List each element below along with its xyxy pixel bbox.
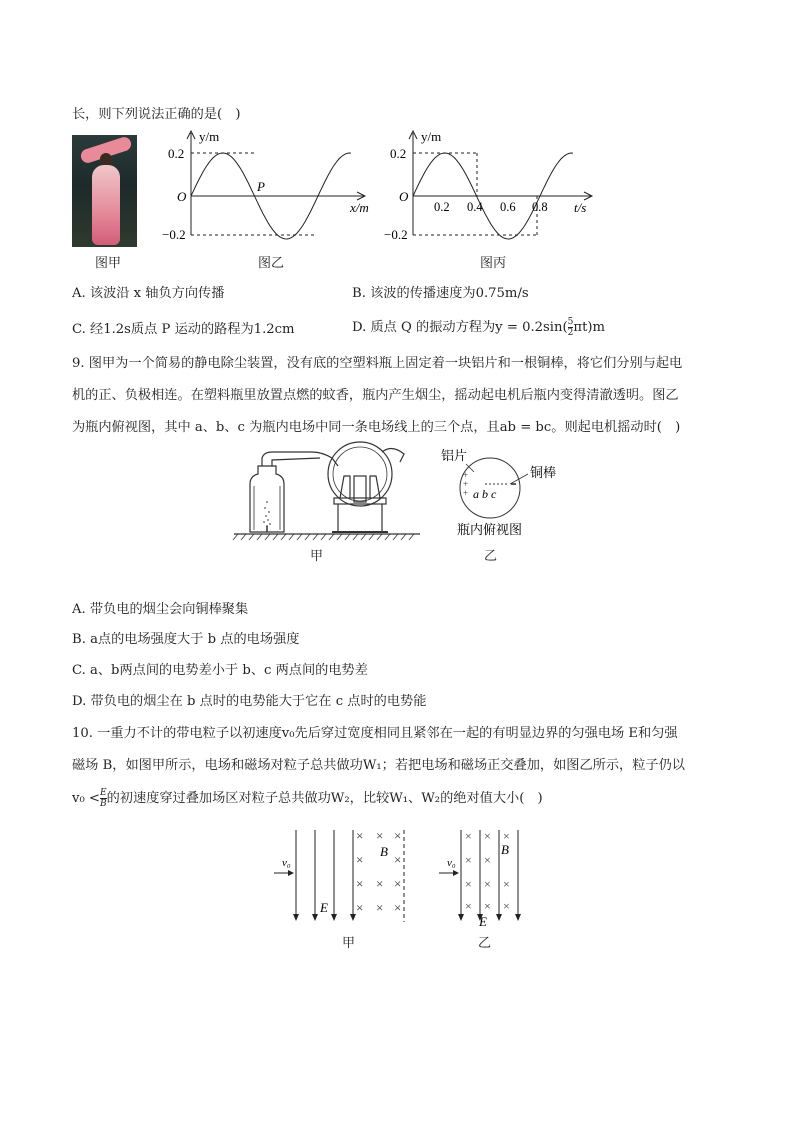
q9-stem-line-1: 9. 图甲为一个简易的静电除尘装置，没有底的空塑料瓶上固定着一块铝片和一根铜棒，将它们分别与起电 <box>72 356 683 371</box>
b-label: B <box>501 842 509 857</box>
plastic-bottle <box>250 466 284 532</box>
q8-option-c: C. 经1.2s质点 P 运动的路程为1.2cm <box>72 322 295 337</box>
plus-charges <box>463 470 468 498</box>
generator-brush-right <box>370 476 380 498</box>
wave-graph-yi <box>160 125 370 250</box>
q10-stem-line-2: 磁场 B，如图甲所示，电场和磁场对粒子总共做功W₁；若把电场和磁场正交叠加，如图乙所示，粒子仍以 <box>72 758 685 773</box>
svg-text:×: × <box>503 899 510 913</box>
generator-disk <box>328 442 392 506</box>
q10-figure-yi-crossed-fields <box>435 826 525 926</box>
q9-option-a: A. 带负电的烟尘会向铜棒聚集 <box>72 602 249 617</box>
table-hatching <box>233 534 414 540</box>
vibration-graph-bing <box>382 125 597 250</box>
q8-option-b: B. 该波的传播速度为0.75m/s <box>352 286 529 301</box>
svg-text:+: + <box>463 479 469 489</box>
q10-v0-lt: v₀ < <box>72 791 100 806</box>
q8-option-d <box>352 316 605 338</box>
svg-text:×: × <box>376 876 384 891</box>
wire-2 <box>272 458 320 466</box>
fraction-e-over-b <box>100 788 107 809</box>
point-p-label: P <box>257 179 265 194</box>
caption-fig-jia: 图甲 <box>95 256 122 271</box>
q9-option-b: B. a点的电场强度大于 b 点的电场强度 <box>72 632 300 647</box>
y-bottom-tick: −0.2 <box>384 227 408 242</box>
t-tick-2: 0.4 <box>467 200 483 214</box>
svg-text:×: × <box>356 852 364 867</box>
q10-caption-yi: 乙 <box>478 936 492 951</box>
svg-text:×: × <box>394 828 402 843</box>
origin-label: O <box>399 189 409 204</box>
q10-figure-jia-separate-fields <box>270 826 415 924</box>
copper-label: 铜棒 <box>530 465 557 480</box>
svg-text:×: × <box>503 877 510 891</box>
v0-label: v₀ <box>282 857 291 869</box>
q8-option-d-suffix: πt)m <box>573 320 606 335</box>
t-tick-4: 0.8 <box>532 200 548 214</box>
topview-label: 瓶内俯视图 <box>457 522 523 537</box>
incense-smoke <box>263 501 271 527</box>
origin-label: O <box>177 189 187 204</box>
q8-option-a: A. 该波沿 x 轴负方向传播 <box>72 286 225 301</box>
q9-caption-yi: 乙 <box>484 549 498 564</box>
y-top-tick: 0.2 <box>168 146 185 161</box>
svg-text:×: × <box>376 900 384 915</box>
generator-brush-left <box>340 476 350 498</box>
svg-text:×: × <box>465 877 472 891</box>
q9-stem-line-3: 为瓶内俯视图，其中 a、b、c 为瓶内电场中同一条电场线上的三个点，且ab = bc。则起电机摇动时( ) <box>72 420 681 435</box>
svg-text:×: × <box>465 899 472 913</box>
v0-label: v₀ <box>447 857 456 869</box>
b-field-crosses <box>356 828 401 915</box>
svg-text:×: × <box>376 828 384 843</box>
e-label: E <box>479 914 487 926</box>
svg-text:×: × <box>484 899 491 913</box>
t-tick-3: 0.6 <box>500 200 516 214</box>
fraction-num: 5 <box>567 317 574 327</box>
y-axis-label: y/m <box>199 129 220 144</box>
aluminum-label: 铝片 <box>441 448 468 463</box>
e-label: E <box>320 900 328 915</box>
q10-line3-suffix: 的初速度穿过叠加场区对粒子总共做功W₂，比较W₁、W₂的绝对值大小( ) <box>106 791 543 806</box>
svg-text:×: × <box>484 853 491 867</box>
svg-text:×: × <box>465 853 472 867</box>
svg-text:×: × <box>503 829 510 843</box>
svg-text:×: × <box>394 852 402 867</box>
y-bottom-tick: −0.2 <box>162 227 186 242</box>
points-abc: a b c <box>473 487 497 501</box>
svg-text:×: × <box>356 900 364 915</box>
x-axis-label: x/m <box>350 200 369 215</box>
electrostatic-precipitator-apparatus <box>232 436 422 544</box>
svg-text:+: + <box>463 470 469 480</box>
b-label: B <box>380 844 388 859</box>
svg-text:×: × <box>465 829 472 843</box>
svg-text:+: + <box>463 488 469 498</box>
t-axis-label: t/s <box>574 200 587 215</box>
svg-text:×: × <box>356 828 364 843</box>
q10-stem-line-1: 10. 一重力不计的带电粒子以初速度v₀先后穿过宽度相同且紧邻在一起的有明显边界的匀强电场 E和匀强 <box>72 726 678 741</box>
q9-caption-jia: 甲 <box>310 549 324 564</box>
question-intro-fragment: 长，则下列说法正确的是( ) <box>72 107 241 122</box>
fraction-den: B <box>99 799 107 809</box>
q9-stem-line-2: 机的正、负极相连。在塑料瓶里放置点燃的蚊香，瓶内产生烟尘，摇动起电机后瓶内变得清澈透明。图乙 <box>72 388 679 403</box>
t-tick-1: 0.2 <box>434 200 450 214</box>
svg-text:×: × <box>484 877 491 891</box>
q10-caption-jia: 甲 <box>342 936 356 951</box>
svg-text:×: × <box>394 900 402 915</box>
svg-text:×: × <box>356 876 364 891</box>
dancer-photo <box>72 135 137 247</box>
q9-option-d: D. 带负电的烟尘在 b 点时的电势能大于它在 c 点时的电势能 <box>72 694 427 709</box>
q10-stem-line-3 <box>72 787 543 809</box>
svg-text:×: × <box>484 829 491 843</box>
bottle-top-view <box>436 440 566 542</box>
caption-fig-bing: 图丙 <box>480 256 507 271</box>
q9-option-c: C. a、b两点间的电势差小于 b、c 两点间的电势差 <box>72 663 368 678</box>
y-axis-label: y/m <box>421 129 442 144</box>
svg-text:×: × <box>394 876 402 891</box>
caption-fig-yi: 图乙 <box>258 256 285 271</box>
y-top-tick: 0.2 <box>390 146 407 161</box>
q8-option-d-prefix: D. 质点 Q 的振动方程为y = 0.2sin( <box>352 320 568 335</box>
fraction-num: E <box>100 788 107 798</box>
fraction-den: 2 <box>567 328 574 338</box>
